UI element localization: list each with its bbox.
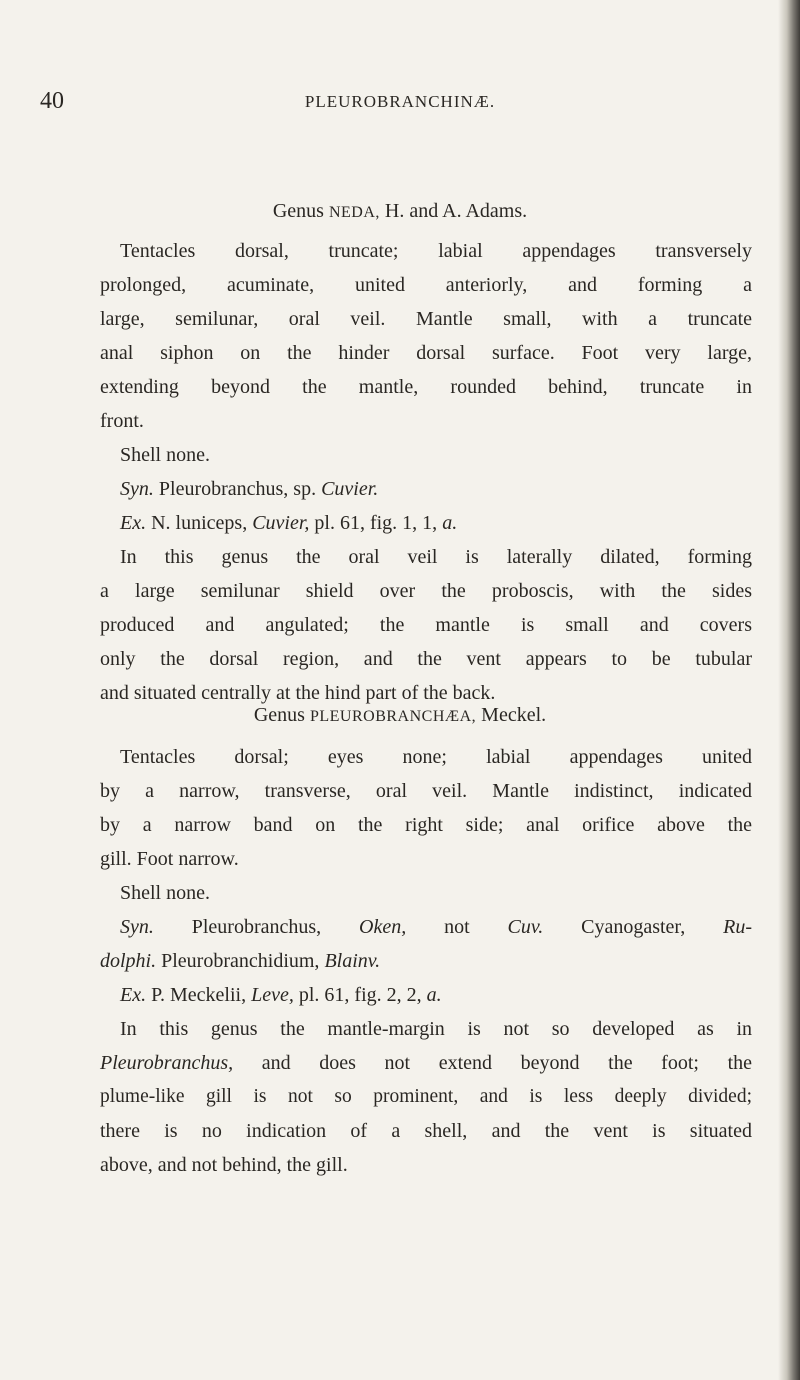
- example-line: [100, 978, 752, 1012]
- text-line: produced and angulated; the mantle is small and covers: [100, 614, 752, 636]
- ex-authority: Leve,: [251, 984, 294, 1006]
- ex-fig: a.: [426, 984, 442, 1006]
- syn-authority: Blainv.: [324, 950, 381, 972]
- ex-label: Ex.: [120, 984, 147, 1006]
- neda-genus-heading: [0, 200, 800, 223]
- synonymy-line: [100, 472, 752, 506]
- text-line: only the dorsal region, and the vent appears to be tubular: [100, 648, 752, 670]
- running-head: PLEUROBRANCHINÆ.: [304, 92, 496, 111]
- text-line: gill. Foot narrow.: [100, 848, 239, 870]
- pleurobranchaea-description: [100, 740, 752, 1182]
- text-line: and situated centrally at the hind part of the back.: [100, 682, 496, 704]
- text-line: front.: [100, 410, 144, 432]
- shell-line: Shell none.: [120, 444, 210, 466]
- syn-authority: Ru-: [723, 916, 753, 938]
- syn-text: Pleurobranchus,: [191, 916, 322, 938]
- text-line: plume-like gill is not so prominent, and is less deeply divided;: [100, 1086, 752, 1107]
- syn-text: Cyanogaster,: [581, 916, 686, 938]
- neda-description: [100, 234, 752, 710]
- syn-authority: Cuvier.: [321, 478, 379, 500]
- syn-text: Pleurobranchidium,: [161, 950, 320, 972]
- syn-authority: Cuv.: [507, 916, 544, 938]
- genus-ref: Pleurobranchus,: [100, 1052, 234, 1074]
- ex-plate: pl. 61, fig. 1, 1,: [314, 512, 438, 534]
- genus-word: Genus: [272, 200, 324, 222]
- ex-label: Ex.: [120, 512, 147, 534]
- ex-plate: pl. 61, fig. 2, 2,: [298, 984, 422, 1006]
- text-line: above, and not behind, the gill.: [100, 1154, 348, 1176]
- genus-name: NEDA,: [328, 204, 380, 221]
- genus-name: PLEUROBRANCHÆA,: [309, 708, 477, 725]
- text-line: Tentacles dorsal, truncate; labial appendages transversely: [120, 240, 752, 262]
- text-span: and does not extend beyond the foot; the: [261, 1052, 753, 1074]
- syn-label: Syn.: [120, 916, 154, 938]
- genus-word: Genus: [253, 704, 305, 726]
- syn-text: not: [444, 916, 470, 938]
- ex-species: P. Meckelii,: [151, 984, 247, 1006]
- text-line: by a narrow band on the right side; anal orifice above the: [100, 814, 752, 836]
- genus-authority: H. and A. Adams.: [384, 200, 528, 222]
- text-line: extending beyond the mantle, rounded behind, truncate in: [100, 376, 752, 398]
- text-line: [100, 1046, 752, 1080]
- synonymy-line-cont: [100, 944, 752, 978]
- syn-label: Syn.: [120, 478, 154, 500]
- example-line: [100, 506, 752, 540]
- synonymy-line: [100, 910, 752, 944]
- text-line: by a narrow, transverse, oral veil. Mantle indistinct, indicated: [100, 780, 752, 802]
- ex-fig: a.: [442, 512, 458, 534]
- ex-authority: Cuvier,: [252, 512, 310, 534]
- syn-authority: Oken,: [359, 916, 407, 938]
- genus-authority: Meckel.: [481, 704, 547, 726]
- text-line: a large semilunar shield over the proboscis, with the sides: [100, 580, 752, 602]
- text-line: Tentacles dorsal; eyes none; labial appendages united: [120, 746, 752, 768]
- ex-species: N. luniceps,: [151, 512, 248, 534]
- syn-text: Pleurobranchus, sp.: [158, 478, 317, 500]
- text-line: In this genus the oral veil is laterally dilated, forming: [120, 546, 752, 568]
- shell-line: Shell none.: [120, 882, 210, 904]
- syn-authority: dolphi.: [100, 950, 157, 972]
- page-number: 40: [40, 88, 64, 114]
- text-line: In this genus the mantle-margin is not so developed as in: [120, 1018, 752, 1040]
- pleurobranchaea-genus-heading: [0, 704, 800, 727]
- text-line: anal siphon on the hinder dorsal surface. Foot very large,: [100, 342, 752, 364]
- text-line: prolonged, acuminate, united anteriorly, and forming a: [100, 274, 752, 296]
- text-line: large, semilunar, oral veil. Mantle small, with a truncate: [100, 308, 752, 330]
- text-line: there is no indication of a shell, and the vent is situated: [100, 1120, 752, 1142]
